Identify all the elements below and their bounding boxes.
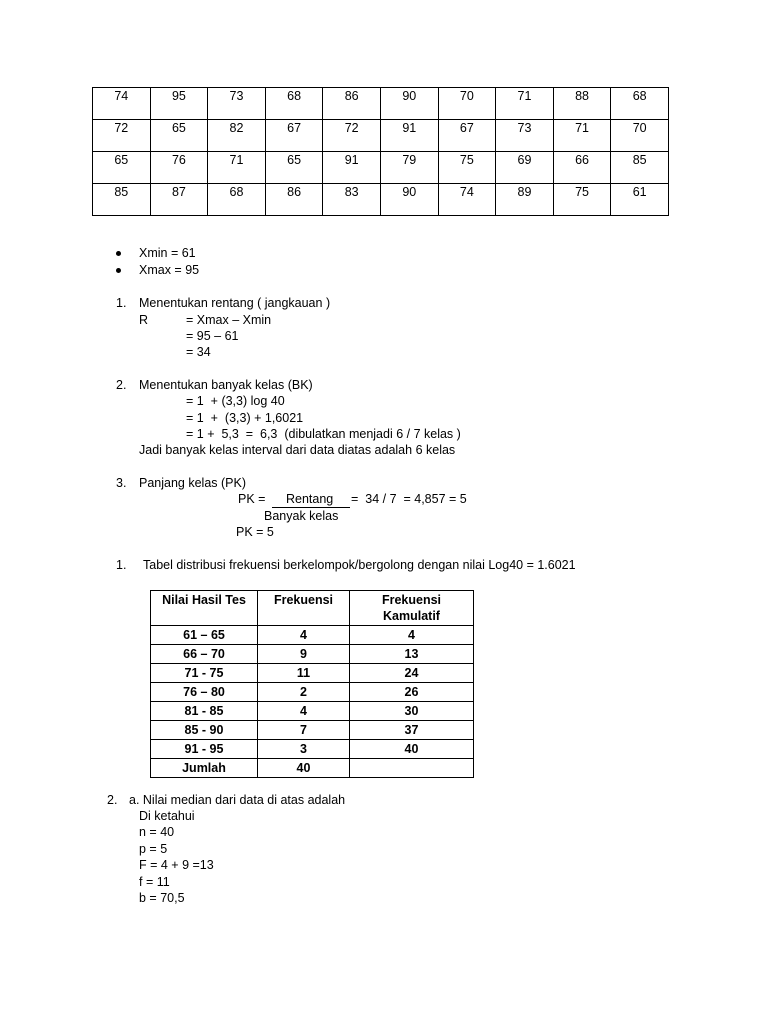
frequency-table-cell: 66 – 70 — [151, 645, 258, 664]
frequency-table-row — [151, 721, 474, 740]
median-line: n = 40 — [139, 825, 175, 839]
frequency-table-row — [151, 664, 474, 683]
frequency-table-cell: 40 — [258, 759, 350, 778]
raw-table-cell: 90 — [380, 88, 438, 120]
frequency-table-row — [151, 683, 474, 702]
frequency-table-cell: 40 — [350, 740, 474, 759]
raw-table-cell: 79 — [380, 152, 438, 184]
step3-number: 3. — [116, 476, 127, 490]
frequency-table-cell: 2 — [258, 683, 350, 702]
frequency-table-cell: 7 — [258, 721, 350, 740]
raw-table-cell: 68 — [611, 88, 669, 120]
raw-table-cell: 76 — [150, 152, 208, 184]
raw-table-cell: 61 — [611, 184, 669, 216]
raw-table-cell: 87 — [150, 184, 208, 216]
raw-table-cell: 73 — [496, 120, 554, 152]
raw-table-cell: 89 — [496, 184, 554, 216]
raw-table-cell: 68 — [265, 88, 323, 120]
median-line: p = 5 — [139, 842, 168, 856]
step1-line: = 34 — [186, 345, 211, 359]
step2-conclusion: Jadi banyak kelas interval dari data diatas adalah 6 kelas — [139, 443, 456, 457]
step2-line: = 1 + (3,3) log 40 — [186, 394, 285, 408]
frequency-table-header — [151, 591, 474, 626]
frequency-table-cell: 4 — [350, 626, 474, 645]
frequency-table-cell: 61 – 65 — [151, 626, 258, 645]
frequency-table-cell: 76 – 80 — [151, 683, 258, 702]
frequency-table-cell: 13 — [350, 645, 474, 664]
header-frekuensi: Frekuensi — [258, 591, 350, 626]
step2-line: = 1 + (3,3) + 1,6021 — [186, 411, 304, 425]
raw-table-cell: 67 — [265, 120, 323, 152]
step2-line: = 1 + 5,3 = 6,3 (dibulatkan menjadi 6 / 7 kelas ) — [186, 427, 461, 441]
raw-table-cell: 88 — [553, 88, 611, 120]
raw-table-row — [93, 152, 669, 184]
table-heading-number: 1. — [116, 558, 127, 572]
raw-table-cell: 75 — [553, 184, 611, 216]
raw-table-row — [93, 184, 669, 216]
raw-table-row — [93, 120, 669, 152]
raw-table-cell: 85 — [611, 152, 669, 184]
raw-table-cell: 68 — [208, 184, 266, 216]
raw-table-cell: 74 — [438, 184, 496, 216]
pk-numerator: Rentang — [286, 492, 334, 506]
raw-table-cell: 72 — [93, 120, 151, 152]
median-line: b = 70,5 — [139, 891, 185, 905]
step1-line: = Xmax – Xmin — [186, 313, 272, 327]
raw-table-cell: 71 — [208, 152, 266, 184]
raw-table-cell: 91 — [380, 120, 438, 152]
pk-prefix: PK = — [238, 492, 266, 506]
frequency-table-cell: Jumlah — [151, 759, 258, 778]
frequency-table-cell: 26 — [350, 683, 474, 702]
step2-title: Menentukan banyak kelas (BK) — [139, 378, 313, 392]
raw-data-table-body — [93, 88, 669, 216]
frequency-table-row — [151, 626, 474, 645]
step2-number: 2. — [116, 378, 127, 392]
frequency-table-cell: 4 — [258, 702, 350, 721]
frequency-table-cell: 9 — [258, 645, 350, 664]
median-line: Di ketahui — [139, 809, 195, 823]
raw-table-cell: 73 — [208, 88, 266, 120]
frequency-table-cell: 71 - 75 — [151, 664, 258, 683]
frequency-table-row — [151, 759, 474, 778]
frequency-table-cell: 24 — [350, 664, 474, 683]
header-frekuensi-kumulatif-text: Frekuensi Kamulatif — [381, 593, 442, 623]
raw-table-cell: 83 — [323, 184, 381, 216]
raw-table-cell: 74 — [93, 88, 151, 120]
raw-table-cell: 95 — [150, 88, 208, 120]
frequency-table-cell — [350, 759, 474, 778]
step1-number: 1. — [116, 296, 127, 310]
raw-table-cell: 75 — [438, 152, 496, 184]
raw-table-cell: 70 — [611, 120, 669, 152]
raw-table-cell: 65 — [150, 120, 208, 152]
frequency-table-cell: 85 - 90 — [151, 721, 258, 740]
frequency-table-cell: 11 — [258, 664, 350, 683]
table-heading: Tabel distribusi frekuensi berkelompok/bergolong dengan nilai Log40 = 1.6021 — [143, 558, 576, 572]
header-nilai: Nilai Hasil Tes — [151, 591, 258, 626]
frequency-table-cell: 30 — [350, 702, 474, 721]
raw-table-cell: 65 — [265, 152, 323, 184]
frequency-table-row — [151, 645, 474, 664]
median-line: F = 4 + 9 =13 — [139, 858, 214, 872]
raw-table-cell: 66 — [553, 152, 611, 184]
bullet-dot — [116, 268, 121, 273]
frequency-table-cell: 4 — [258, 626, 350, 645]
pk-equation: = 34 / 7 = 4,857 = 5 — [351, 492, 467, 506]
raw-table-cell: 71 — [553, 120, 611, 152]
median-title: a. Nilai median dari data di atas adalah — [129, 793, 346, 807]
raw-table-cell: 85 — [93, 184, 151, 216]
frequency-table-row — [151, 740, 474, 759]
raw-table-cell: 90 — [380, 184, 438, 216]
raw-table-cell: 67 — [438, 120, 496, 152]
raw-table-cell: 69 — [496, 152, 554, 184]
step1-line: = 95 – 61 — [186, 329, 239, 343]
median-number: 2. — [107, 793, 118, 807]
pk-denominator: Banyak kelas — [264, 509, 339, 523]
raw-table-cell: 82 — [208, 120, 266, 152]
frequency-table-cell: 81 - 85 — [151, 702, 258, 721]
raw-table-cell: 86 — [323, 88, 381, 120]
frequency-table — [150, 590, 474, 778]
raw-table-cell: 91 — [323, 152, 381, 184]
frequency-table-row — [151, 702, 474, 721]
step1-title: Menentukan rentang ( jangkauan ) — [139, 296, 331, 310]
frequency-table-cell: 37 — [350, 721, 474, 740]
frequency-table-cell: 91 - 95 — [151, 740, 258, 759]
step3-title: Panjang kelas (PK) — [139, 476, 247, 490]
xmax-text: Xmax = 95 — [139, 263, 200, 277]
step1-r-label: R — [139, 313, 149, 327]
raw-table-cell: 65 — [93, 152, 151, 184]
raw-table-cell: 72 — [323, 120, 381, 152]
median-line: f = 11 — [139, 875, 170, 889]
pk-result: PK = 5 — [236, 525, 274, 539]
xmin-text: Xmin = 61 — [139, 246, 196, 260]
raw-data-table — [92, 87, 669, 216]
header-frekuensi-kumulatif — [350, 591, 474, 626]
frequency-table-body — [151, 626, 474, 778]
raw-table-cell: 86 — [265, 184, 323, 216]
raw-table-cell: 70 — [438, 88, 496, 120]
raw-table-cell: 71 — [496, 88, 554, 120]
frequency-table-cell: 3 — [258, 740, 350, 759]
bullet-dot — [116, 251, 121, 256]
raw-table-row — [93, 88, 669, 120]
